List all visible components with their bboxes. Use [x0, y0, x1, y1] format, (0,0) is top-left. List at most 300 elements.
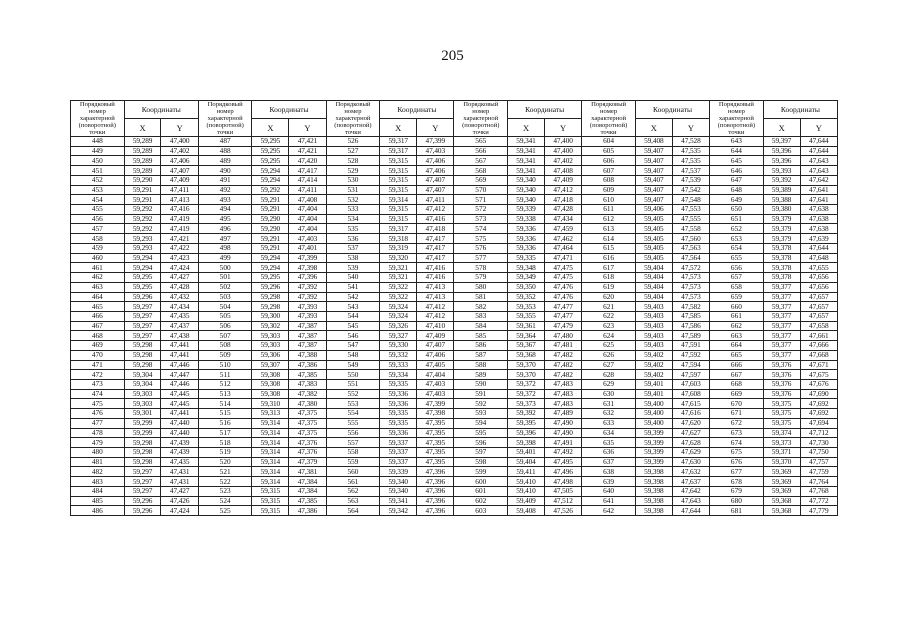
point-number: 652	[710, 224, 764, 234]
point-number: 640	[582, 486, 636, 496]
coord-x: 59,392	[763, 175, 800, 185]
coord-y: 47,479	[544, 321, 581, 331]
coord-y: 47,641	[800, 185, 837, 195]
point-number: 573	[454, 214, 508, 224]
coord-y: 47,644	[800, 146, 837, 156]
point-number: 649	[710, 195, 764, 205]
point-number: 605	[582, 146, 636, 156]
coord-x: 59,332	[380, 350, 417, 360]
coord-x: 59,314	[252, 457, 289, 467]
coord-y: 47,405	[417, 360, 454, 370]
coord-y: 47,399	[289, 253, 326, 263]
coord-x: 59,355	[508, 311, 545, 321]
point-number: 623	[582, 321, 636, 331]
coord-x: 59,295	[252, 156, 289, 166]
coord-y: 47,482	[544, 360, 581, 370]
coord-y: 47,416	[417, 263, 454, 273]
coord-x: 59,315	[252, 486, 289, 496]
coord-y: 47,694	[800, 418, 837, 428]
coord-y: 47,410	[417, 321, 454, 331]
coord-x: 59,341	[508, 146, 545, 156]
header-point-number: Порядковый номер характерной (поворотной) точки	[326, 101, 380, 137]
point-number: 677	[710, 467, 764, 477]
point-number: 485	[71, 496, 125, 506]
coord-y: 47,395	[417, 428, 454, 438]
point-number: 541	[326, 282, 380, 292]
coord-y: 47,403	[289, 234, 326, 244]
coord-y: 47,392	[289, 282, 326, 292]
coord-x: 59,298	[124, 360, 161, 370]
coord-y: 47,432	[161, 292, 198, 302]
coord-x: 59,380	[763, 205, 800, 215]
coord-x: 59,408	[635, 137, 672, 147]
coord-x: 59,396	[508, 428, 545, 438]
coord-y: 47,528	[672, 137, 709, 147]
coord-x: 59,364	[508, 331, 545, 341]
point-number: 466	[71, 311, 125, 321]
coord-x: 59,352	[508, 292, 545, 302]
coord-x: 59,297	[124, 467, 161, 477]
coord-y: 47,459	[544, 224, 581, 234]
coord-y: 47,406	[417, 166, 454, 176]
point-number: 472	[71, 370, 125, 380]
point-number: 470	[71, 350, 125, 360]
coord-y: 47,398	[289, 263, 326, 273]
point-number: 617	[582, 263, 636, 273]
coord-y: 47,399	[417, 399, 454, 409]
coord-y: 47,434	[544, 214, 581, 224]
point-number: 515	[198, 409, 252, 419]
point-number: 514	[198, 399, 252, 409]
point-number: 456	[71, 214, 125, 224]
coord-x: 59,398	[635, 467, 672, 477]
coord-x: 59,403	[635, 302, 672, 312]
coord-y: 47,489	[544, 409, 581, 419]
coord-y: 47,419	[161, 214, 198, 224]
coord-y: 47,537	[672, 166, 709, 176]
coord-y: 47,496	[544, 467, 581, 477]
point-number: 673	[710, 428, 764, 438]
coord-y: 47,644	[800, 243, 837, 253]
table-body	[71, 137, 838, 516]
coord-y: 47,417	[417, 243, 454, 253]
coord-y: 47,563	[672, 243, 709, 253]
coord-x: 59,377	[763, 341, 800, 351]
point-number: 587	[454, 350, 508, 360]
header-y: Y	[672, 119, 709, 137]
table-row	[71, 302, 838, 312]
coord-x: 59,373	[763, 438, 800, 448]
point-number: 480	[71, 448, 125, 458]
coord-x: 59,399	[635, 448, 672, 458]
point-number: 454	[71, 195, 125, 205]
point-number: 465	[71, 302, 125, 312]
coord-x: 59,375	[763, 409, 800, 419]
coord-x: 59,297	[124, 486, 161, 496]
header-point-number: Порядковый номер характерной (поворотной) точки	[198, 101, 252, 137]
point-number: 680	[710, 496, 764, 506]
point-number: 530	[326, 175, 380, 185]
table-row	[71, 379, 838, 389]
point-number: 487	[198, 137, 252, 147]
point-number: 645	[710, 156, 764, 166]
coord-y: 47,464	[544, 243, 581, 253]
coord-y: 47,384	[289, 486, 326, 496]
coord-x: 59,341	[508, 137, 545, 147]
coord-x: 59,340	[380, 477, 417, 487]
point-number: 498	[198, 243, 252, 253]
header-coordinates: Координаты	[635, 101, 709, 119]
coord-x: 59,404	[635, 282, 672, 292]
coord-y: 47,417	[417, 253, 454, 263]
coord-y: 47,490	[544, 418, 581, 428]
point-number: 477	[71, 418, 125, 428]
coord-x: 59,314	[252, 428, 289, 438]
coord-x: 59,377	[763, 350, 800, 360]
coord-y: 47,417	[289, 166, 326, 176]
point-number: 646	[710, 166, 764, 176]
point-number: 669	[710, 389, 764, 399]
point-number: 606	[582, 156, 636, 166]
point-number: 507	[198, 331, 252, 341]
coord-y: 47,441	[161, 341, 198, 351]
point-number: 575	[454, 234, 508, 244]
coord-y: 47,476	[544, 292, 581, 302]
point-number: 453	[71, 185, 125, 195]
header-coordinates: Координаты	[763, 101, 837, 119]
point-number: 592	[454, 399, 508, 409]
point-number: 452	[71, 175, 125, 185]
coord-y: 47,648	[800, 253, 837, 263]
point-number: 527	[326, 146, 380, 156]
coord-x: 59,315	[380, 175, 417, 185]
coord-y: 47,641	[800, 195, 837, 205]
header-x: X	[635, 119, 672, 137]
coord-y: 47,668	[800, 350, 837, 360]
coordinates-table	[70, 100, 838, 516]
point-number: 661	[710, 311, 764, 321]
coord-x: 59,324	[380, 311, 417, 321]
coord-x: 59,376	[763, 360, 800, 370]
coord-x: 59,392	[508, 409, 545, 419]
coord-x: 59,314	[252, 418, 289, 428]
coord-x: 59,315	[252, 496, 289, 506]
coord-x: 59,290	[124, 175, 161, 185]
coord-x: 59,402	[635, 360, 672, 370]
point-number: 565	[454, 137, 508, 147]
point-number: 551	[326, 379, 380, 389]
point-number: 648	[710, 185, 764, 195]
point-number: 559	[326, 457, 380, 467]
coord-x: 59,289	[124, 146, 161, 156]
point-number: 635	[582, 438, 636, 448]
coord-x: 59,289	[124, 156, 161, 166]
table-row	[71, 428, 838, 438]
coord-y: 47,573	[672, 273, 709, 283]
coord-x: 59,405	[635, 234, 672, 244]
point-number: 655	[710, 253, 764, 263]
point-number: 577	[454, 253, 508, 263]
coord-x: 59,292	[124, 205, 161, 215]
coord-x: 59,407	[635, 175, 672, 185]
point-number: 632	[582, 409, 636, 419]
point-number: 496	[198, 224, 252, 234]
header-x: X	[508, 119, 545, 137]
point-number: 520	[198, 457, 252, 467]
point-number: 531	[326, 185, 380, 195]
coord-x: 59,290	[252, 214, 289, 224]
point-number: 582	[454, 302, 508, 312]
coord-x: 59,289	[124, 137, 161, 147]
point-number: 504	[198, 302, 252, 312]
point-number: 516	[198, 418, 252, 428]
coord-x: 59,370	[508, 370, 545, 380]
coord-x: 59,339	[508, 205, 545, 215]
point-number: 672	[710, 418, 764, 428]
header-x: X	[252, 119, 289, 137]
coord-y: 47,440	[161, 418, 198, 428]
coord-x: 59,292	[124, 224, 161, 234]
coord-y: 47,376	[289, 438, 326, 448]
coord-x: 59,298	[124, 341, 161, 351]
point-number: 553	[326, 399, 380, 409]
coord-y: 47,491	[544, 438, 581, 448]
point-number: 591	[454, 389, 508, 399]
coord-y: 47,416	[417, 273, 454, 283]
table-row	[71, 224, 838, 234]
coord-y: 47,404	[289, 224, 326, 234]
table-row	[71, 370, 838, 380]
coord-y: 47,692	[800, 399, 837, 409]
coord-x: 59,291	[252, 205, 289, 215]
coord-x: 59,314	[252, 477, 289, 487]
coord-x: 59,327	[380, 331, 417, 341]
coord-x: 59,336	[380, 399, 417, 409]
point-number: 568	[454, 166, 508, 176]
coord-y: 47,421	[161, 234, 198, 244]
point-number: 675	[710, 448, 764, 458]
coord-x: 59,403	[635, 341, 672, 351]
coord-x: 59,296	[124, 506, 161, 516]
coord-y: 47,558	[672, 224, 709, 234]
coord-y: 47,418	[417, 224, 454, 234]
point-number: 491	[198, 175, 252, 185]
coord-y: 47,483	[544, 389, 581, 399]
point-number: 508	[198, 341, 252, 351]
point-number: 546	[326, 331, 380, 341]
point-number: 500	[198, 263, 252, 273]
point-number: 643	[710, 137, 764, 147]
coord-x: 59,317	[380, 224, 417, 234]
coord-y: 47,757	[800, 457, 837, 467]
point-number: 499	[198, 253, 252, 263]
coord-y: 47,628	[672, 438, 709, 448]
coord-x: 59,303	[252, 341, 289, 351]
coord-x: 59,402	[635, 350, 672, 360]
coord-x: 59,339	[380, 467, 417, 477]
coord-x: 59,410	[508, 477, 545, 487]
coord-x: 59,317	[380, 146, 417, 156]
point-number: 493	[198, 195, 252, 205]
point-number: 460	[71, 253, 125, 263]
point-number: 656	[710, 263, 764, 273]
coord-y: 47,644	[672, 506, 709, 516]
coord-x: 59,369	[763, 486, 800, 496]
coord-y: 47,592	[672, 350, 709, 360]
coord-y: 47,638	[800, 224, 837, 234]
coord-x: 59,319	[380, 243, 417, 253]
coord-y: 47,431	[161, 467, 198, 477]
point-number: 450	[71, 156, 125, 166]
coord-x: 59,375	[763, 399, 800, 409]
point-number: 448	[71, 137, 125, 147]
point-number: 511	[198, 370, 252, 380]
coord-x: 59,293	[124, 234, 161, 244]
coord-y: 47,462	[544, 234, 581, 244]
coord-x: 59,300	[252, 311, 289, 321]
point-number: 459	[71, 243, 125, 253]
coord-y: 47,759	[800, 467, 837, 477]
coord-y: 47,419	[161, 224, 198, 234]
point-number: 554	[326, 409, 380, 419]
point-number: 529	[326, 166, 380, 176]
coord-y: 47,564	[672, 253, 709, 263]
coord-y: 47,409	[417, 331, 454, 341]
coord-y: 47,620	[672, 418, 709, 428]
point-number: 549	[326, 360, 380, 370]
coord-x: 59,398	[635, 496, 672, 506]
coord-y: 47,445	[161, 389, 198, 399]
coord-x: 59,377	[763, 302, 800, 312]
coord-x: 59,404	[635, 263, 672, 273]
point-number: 579	[454, 273, 508, 283]
point-number: 510	[198, 360, 252, 370]
coord-x: 59,378	[763, 273, 800, 283]
header-y: Y	[161, 119, 198, 137]
table-row	[71, 166, 838, 176]
coord-y: 47,482	[544, 370, 581, 380]
coord-y: 47,597	[672, 370, 709, 380]
coord-y: 47,435	[161, 457, 198, 467]
coord-y: 47,438	[161, 331, 198, 341]
table-row	[71, 486, 838, 496]
point-number: 484	[71, 486, 125, 496]
point-number: 608	[582, 175, 636, 185]
coord-y: 47,424	[161, 263, 198, 273]
coord-x: 59,298	[124, 438, 161, 448]
coord-x: 59,314	[380, 195, 417, 205]
coord-x: 59,298	[252, 292, 289, 302]
point-number: 469	[71, 341, 125, 351]
coord-y: 47,656	[800, 273, 837, 283]
point-number: 660	[710, 302, 764, 312]
table-row	[71, 496, 838, 506]
coord-y: 47,393	[289, 302, 326, 312]
coord-x: 59,396	[763, 146, 800, 156]
coord-x: 59,335	[380, 379, 417, 389]
point-number: 602	[454, 496, 508, 506]
point-number: 536	[326, 234, 380, 244]
point-number: 644	[710, 146, 764, 156]
point-number: 629	[582, 379, 636, 389]
point-number: 580	[454, 282, 508, 292]
table-row	[71, 195, 838, 205]
point-number: 457	[71, 224, 125, 234]
point-number: 524	[198, 496, 252, 506]
header-y: Y	[544, 119, 581, 137]
coord-y: 47,637	[672, 477, 709, 487]
point-number: 482	[71, 467, 125, 477]
coord-x: 59,294	[252, 263, 289, 273]
coord-x: 59,338	[508, 214, 545, 224]
coord-x: 59,379	[763, 224, 800, 234]
coord-y: 47,404	[289, 205, 326, 215]
point-number: 627	[582, 360, 636, 370]
coord-x: 59,296	[124, 496, 161, 506]
point-number: 478	[71, 428, 125, 438]
point-number: 603	[454, 506, 508, 516]
point-number: 630	[582, 389, 636, 399]
coord-x: 59,405	[635, 224, 672, 234]
coord-x: 59,407	[635, 166, 672, 176]
point-number: 586	[454, 341, 508, 351]
point-number: 647	[710, 175, 764, 185]
coord-y: 47,632	[672, 467, 709, 477]
coord-y: 47,396	[417, 486, 454, 496]
coord-y: 47,407	[417, 175, 454, 185]
point-number: 562	[326, 486, 380, 496]
coord-y: 47,779	[800, 506, 837, 516]
coord-x: 59,388	[763, 195, 800, 205]
coord-x: 59,368	[763, 496, 800, 506]
coord-y: 47,446	[161, 379, 198, 389]
coord-y: 47,417	[417, 234, 454, 244]
coord-x: 59,317	[380, 137, 417, 147]
coord-x: 59,377	[763, 292, 800, 302]
coord-x: 59,405	[635, 253, 672, 263]
point-number: 542	[326, 292, 380, 302]
coord-y: 47,629	[672, 448, 709, 458]
coord-x: 59,321	[380, 273, 417, 283]
coord-x: 59,368	[508, 350, 545, 360]
coord-x: 59,368	[763, 506, 800, 516]
coord-y: 47,403	[417, 146, 454, 156]
point-number: 492	[198, 185, 252, 195]
coord-x: 59,370	[763, 457, 800, 467]
coord-y: 47,483	[544, 379, 581, 389]
point-number: 614	[582, 234, 636, 244]
coord-y: 47,409	[161, 175, 198, 185]
coord-x: 59,340	[508, 195, 545, 205]
coord-x: 59,299	[124, 428, 161, 438]
coord-y: 47,399	[417, 137, 454, 147]
coord-x: 59,341	[508, 166, 545, 176]
coord-x: 59,313	[252, 409, 289, 419]
coord-x: 59,341	[380, 496, 417, 506]
point-number: 581	[454, 292, 508, 302]
coord-y: 47,395	[417, 448, 454, 458]
point-number: 509	[198, 350, 252, 360]
coord-y: 47,381	[289, 467, 326, 477]
coord-y: 47,396	[417, 477, 454, 487]
point-number: 590	[454, 379, 508, 389]
coord-y: 47,407	[417, 185, 454, 195]
coord-y: 47,431	[161, 477, 198, 487]
coord-x: 59,303	[124, 389, 161, 399]
coord-y: 47,421	[289, 137, 326, 147]
coord-y: 47,412	[544, 185, 581, 195]
coord-y: 47,446	[161, 360, 198, 370]
